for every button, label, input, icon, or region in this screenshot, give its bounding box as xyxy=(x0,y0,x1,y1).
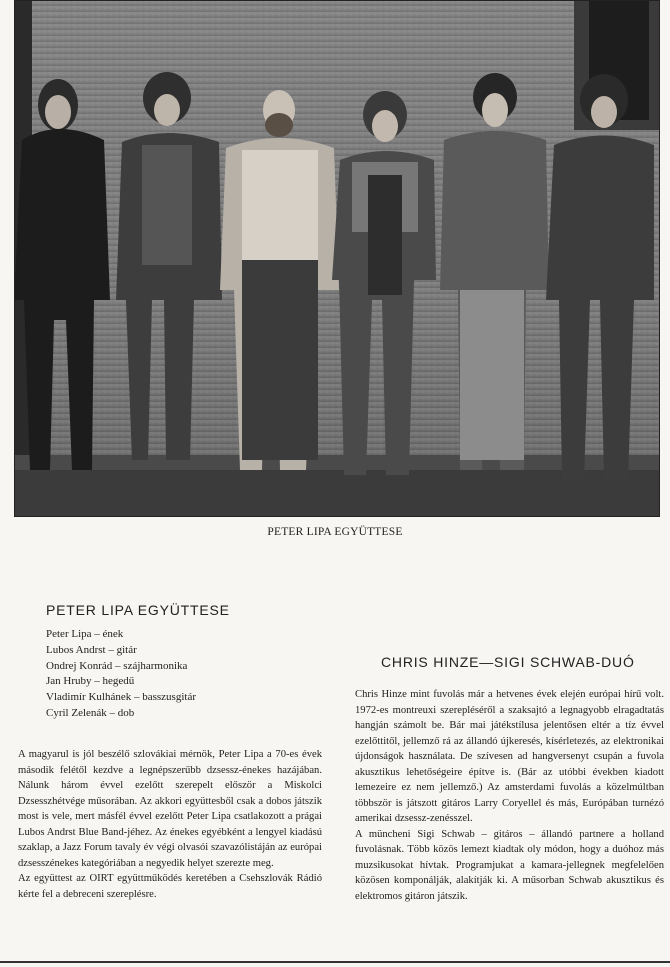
section-heading-hinze: CHRIS HINZE—SIGI SCHWAB-DUÓ xyxy=(381,654,635,670)
lineup-list xyxy=(46,627,336,722)
hinze-paragraph-1: Chris Hinze mint fuvolás már a hetvenes évek elején európai hírű volt. 1972-es montreuxi szerepléséről a szaksajtó a legnagyobb elragadtatás hangján számolt be. Bár mai játékstílusa jelentősen eltér a tíz évvel ezelőttitől, jellemző rá az állandó újkeresés, kísérletezés, az elektronikai újdonságok használata. De szívesen ad hangversenyt csupán a fuvola akusztikus lehetőségeire építve is. (Bár az utóbbi években kiadott lemezeire ez nem jellemző.) Az amsterdami fuvolás a közelmúltban többször is játszott gitáros Larry Coryellel és más, Európában turnézó amerikai dzsessz-zenésszel. xyxy=(355,689,664,824)
lipa-description xyxy=(18,747,322,902)
section-heading-lipa: PETER LIPA EGYÜTTESE xyxy=(46,602,230,618)
lineup-item: Peter Lipa – ének xyxy=(46,628,124,640)
photo-caption: PETER LIPA EGYÜTTESE xyxy=(267,526,403,538)
hinze-description xyxy=(355,687,664,904)
page-bottom-rule xyxy=(0,961,670,963)
lipa-paragraph-1: A magyarul is jól beszélő szlovákiai mérnök, Peter Lipa a 70-es évek második felétől kezdve a legnépszerűbb dzsessz-énekes hazájában. Nálunk három évvel ezelőtt szerepelt először a Miskolci Dzsesszhétvége műsorában. Az akkori együttesből csak a dobos játszik most is vele, mert másfél évvel ezelőtt Peter Lipa csatlakozott a prágai Lubos Andrst Blue Band-jéhez. Az énekes egyébként a lengyel kiadású szaklap, a Jazz Forum tavaly év végi olvasói szavazólistáján az európai dzsesszénekes kategóriában a negyedik helyet szerezte meg. xyxy=(18,749,322,869)
lineup-item: Ondrej Konrád – szájharmonika xyxy=(46,659,188,672)
hinze-paragraph-2: A müncheni Sigi Schwab – gitáros – állandó partnere a holland fuvolásnak. Több közös lemezt kiadtak oly módon, hogy a duóhoz más muzsikusokat hívtak. Programjukat a kamara-jellegnek megfelelően közösen komponálják, alakítják ki. A műsorban Schwab akusztikus és elektromos gitáron játszik. xyxy=(355,828,664,902)
lipa-paragraph-2: Az együttest az OIRT együttműködés keretében a Csehszlovák Rádió kérte fel a debreceni szereplésre. xyxy=(18,873,322,900)
band-photo xyxy=(14,0,660,517)
lineup-item: Vladimír Kulhánek – basszusgitár xyxy=(46,691,196,704)
lineup-item: Cyril Zelenák – dob xyxy=(46,706,135,719)
lineup-item: Jan Hruby – hegedű xyxy=(46,675,135,688)
lineup-item: Lubos Andrst – gitár xyxy=(46,643,137,656)
